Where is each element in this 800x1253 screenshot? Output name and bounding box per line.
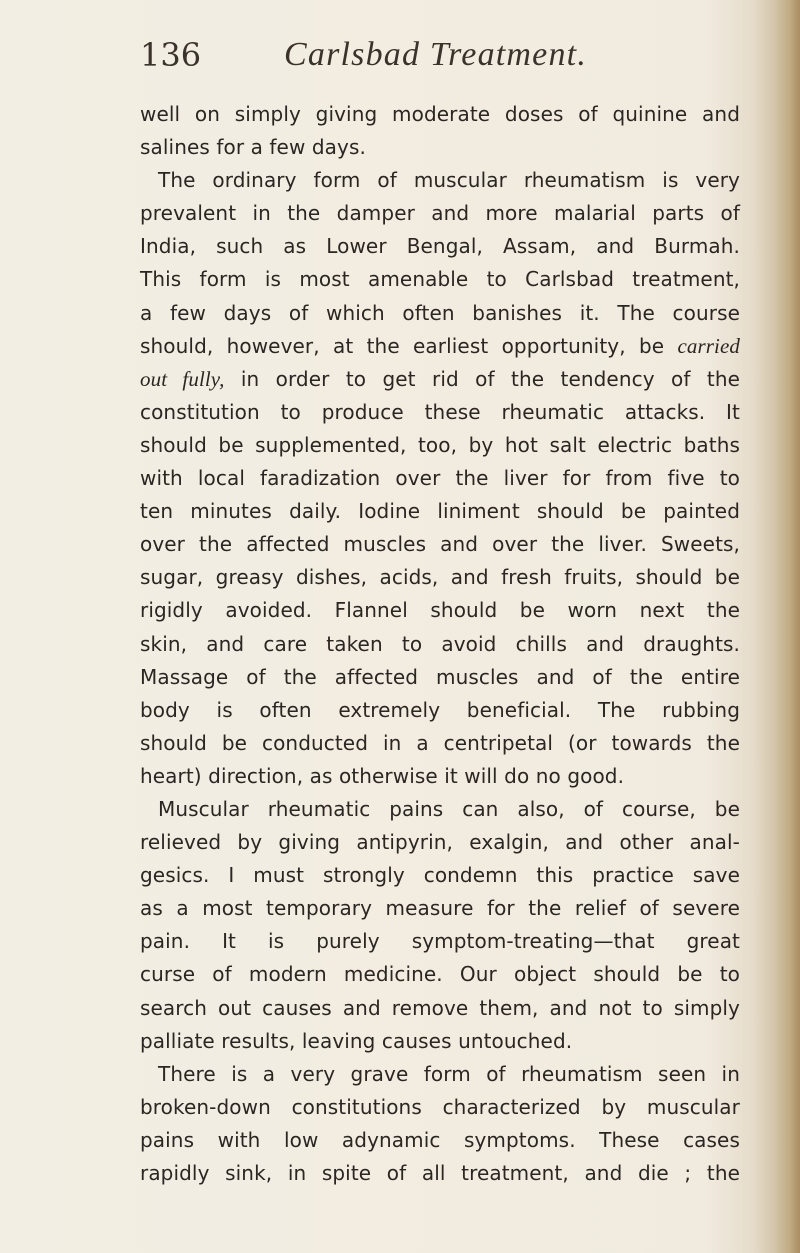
page-edge-shadow (774, 0, 800, 1253)
text-line: salines for a few days. (140, 135, 366, 160)
text-line: broken-down constitutions characterized by muscular (140, 1094, 740, 1119)
text-line: ten minutes daily. Iodine liniment should be painted (140, 499, 740, 524)
text-line: body is often extremely beneficial. The rubbing (140, 697, 740, 722)
text-line: heart) direction, as otherwise it will do no good. (140, 763, 625, 788)
text-line: over the affected muscles and over the liver. Sweets, (140, 532, 740, 557)
text-line: This form is most amenable to Carlsbad treatment, (140, 267, 740, 292)
text-line: palliate results, leaving causes untouched. (140, 1028, 573, 1053)
text-line: with local faradization over the liver for from five to (140, 466, 740, 491)
text-segment: should, however, at the earliest opportunity, be (140, 333, 665, 358)
text-line: constitution to produce these rheumatic attacks. It (140, 399, 740, 424)
running-title: Carlsbad Treatment. (284, 36, 588, 73)
emphasis-text: out fully, (140, 366, 225, 391)
emphasis-text: carried (677, 333, 740, 358)
text-line: should be conducted in a centripetal (or towards the (140, 730, 740, 755)
text-line: There is a very grave form of rheumatism seen in (158, 1061, 740, 1086)
text-line: India, such as Lower Bengal, Assam, and Burmah. (140, 234, 740, 259)
running-head (140, 34, 700, 84)
body-text (140, 98, 740, 1190)
text-line-with-emphasis (140, 363, 740, 396)
text-line: Muscular rheumatic pains can also, of course, be (158, 796, 740, 821)
text-line: Massage of the affected muscles and of the entire (140, 664, 740, 689)
text-line: prevalent in the damper and more malarial parts of (140, 201, 740, 226)
text-line: skin, and care taken to avoid chills and draughts. (140, 631, 740, 656)
page-number: 136 (140, 36, 202, 74)
text-line: pain. It is purely symptom-treating—that great (140, 929, 740, 954)
text-line: well on simply giving moderate doses of quinine and (140, 102, 740, 126)
text-line: The ordinary form of muscular rheumatism is very (158, 168, 740, 193)
text-line: relieved by giving antipyrin, exalgin, and other anal- (140, 830, 740, 855)
text-line: as a most temporary measure for the relief of severe (140, 896, 740, 921)
text-line-with-emphasis (140, 330, 740, 363)
text-line: search out causes and remove them, and not to simply (140, 995, 740, 1020)
text-line: rigidly avoided. Flannel should be worn next the (140, 598, 740, 623)
text-line: should be supplemented, too, by hot salt electric baths (140, 432, 740, 457)
text-line: rapidly sink, in spite of all treatment, and die ; the (140, 1161, 740, 1185)
text-line: sugar, greasy dishes, acids, and fresh fruits, should be (140, 565, 740, 590)
text-line: a few days of which often banishes it. The course (140, 300, 740, 325)
text-line: curse of modern medicine. Our object should be to (140, 962, 740, 987)
text-line: gesics. I must strongly condemn this practice save (140, 863, 740, 888)
text-line: pains with low adynamic symptoms. These cases (140, 1127, 740, 1152)
text-segment: in order to get rid of the tendency of the (240, 366, 740, 391)
